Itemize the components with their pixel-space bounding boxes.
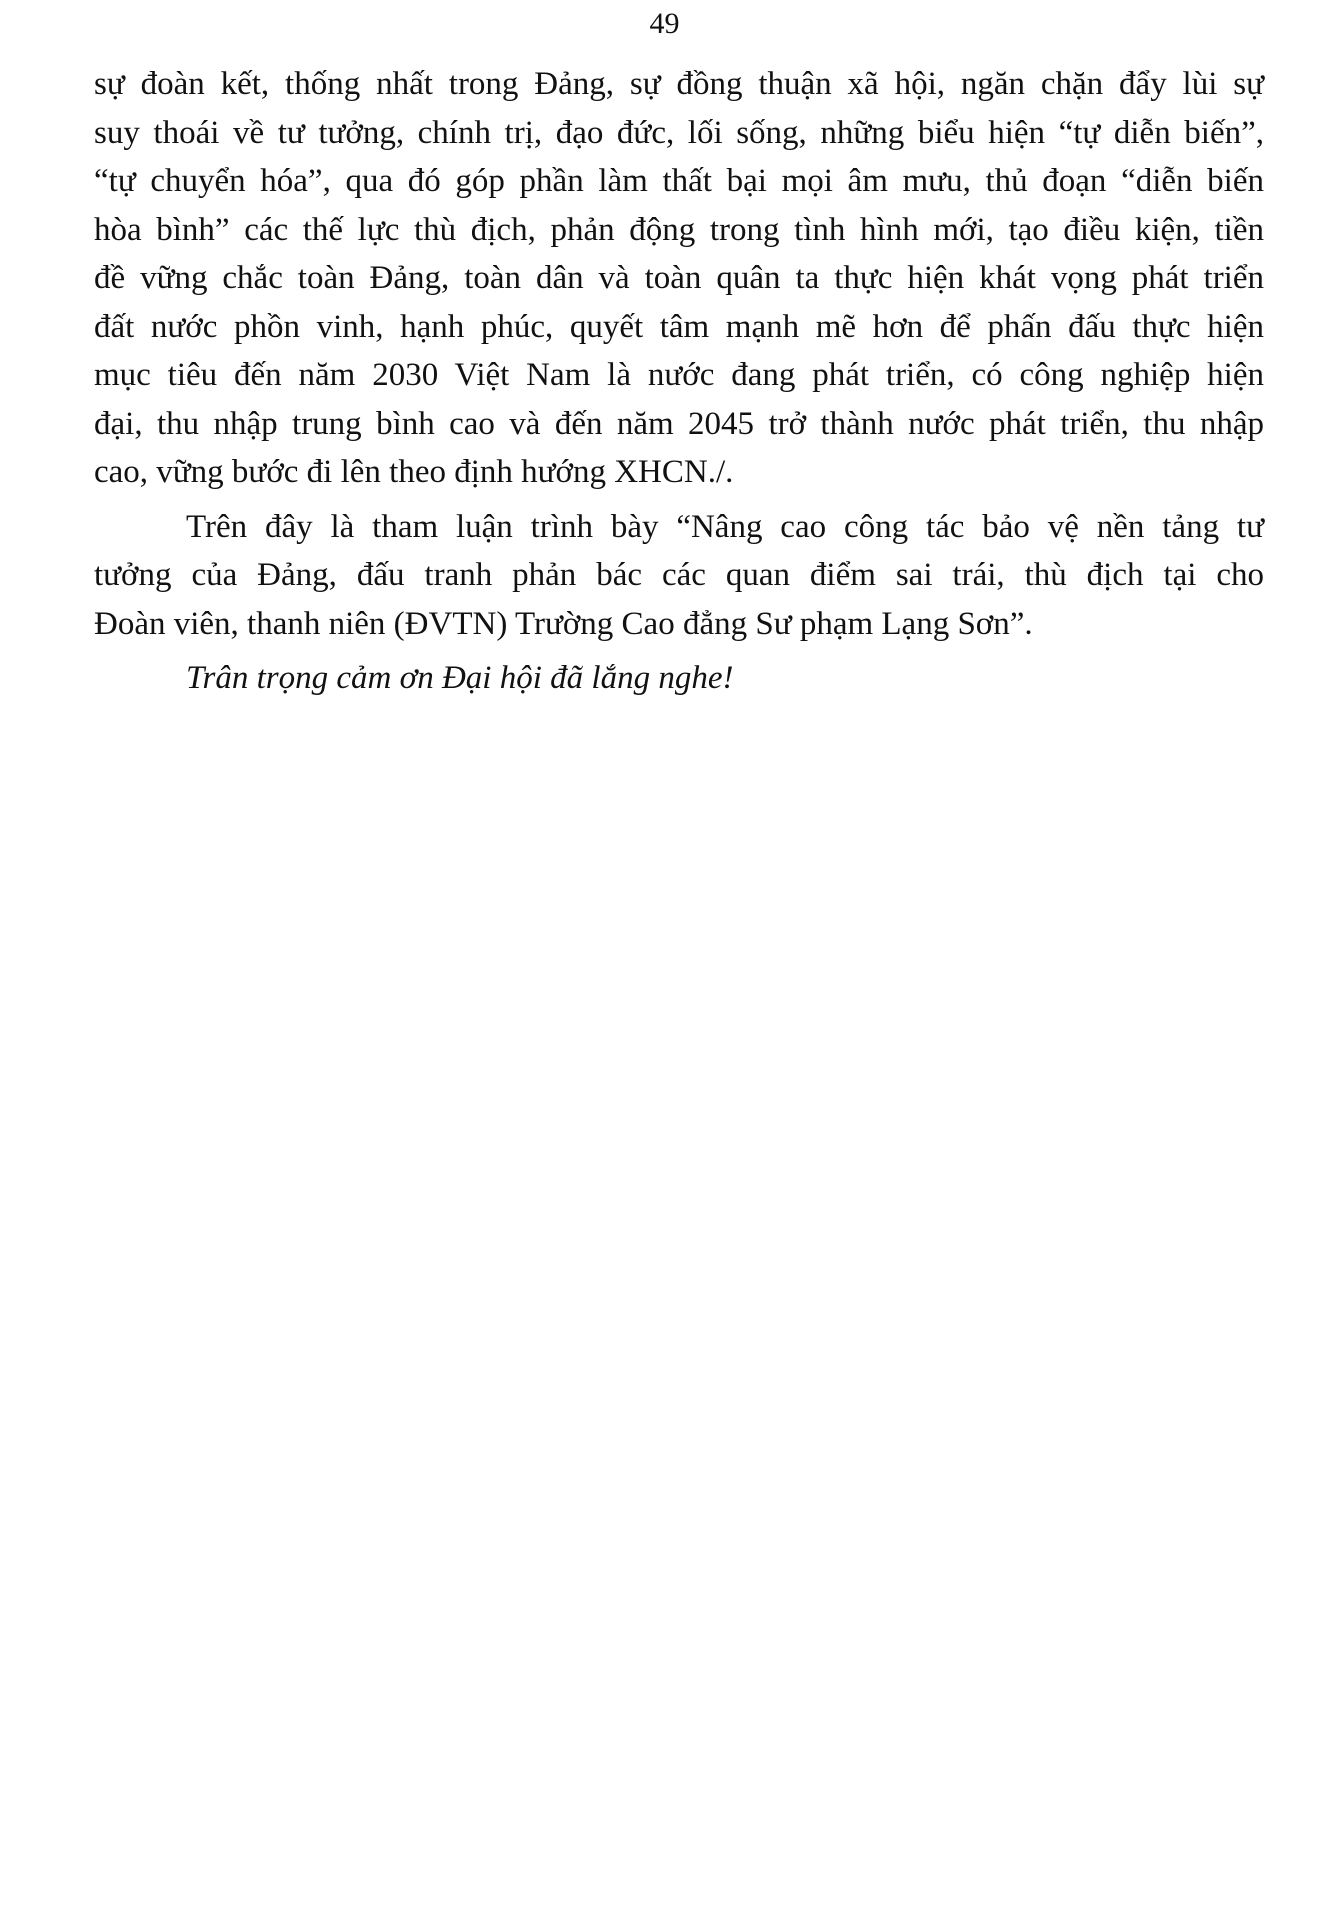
text-line: đại, thu nhập trung bình cao và đến năm 2045 trở thành nước phát triển, thu nhập <box>94 405 1264 442</box>
text-line: sự đoàn kết, thống nhất trong Đảng, sự đồng thuận xã hội, ngăn chặn đẩy lùi sự <box>94 66 1264 102</box>
text-line: đề vững chắc toàn Đảng, toàn dân và toàn quân ta thực hiện khát vọng phát triển <box>94 260 1264 296</box>
body-text <box>94 60 1264 703</box>
text-line: cao, vững bước đi lên theo định hướng XHCN./. <box>94 454 734 490</box>
text-line: tưởng của Đảng, đấu tranh phản bác các quan điểm sai trái, thù địch tại cho <box>94 557 1264 593</box>
text-line: mục tiêu đến năm 2030 Việt Nam là nước đang phát triển, có công nghiệp hiện <box>94 357 1264 393</box>
paragraph-summary <box>94 503 1264 649</box>
paragraph-conclusion <box>94 60 1264 497</box>
text-line: suy thoái về tư tưởng, chính trị, đạo đức, lối sống, những biểu hiện “tự diễn biến”, <box>94 114 1264 151</box>
closing-thanks: Trân trọng cảm ơn Đại hội đã lắng nghe! <box>186 660 734 696</box>
text-line: đất nước phồn vinh, hạnh phúc, quyết tâm mạnh mẽ hơn để phấn đấu thực hiện <box>94 308 1264 345</box>
text-line: Trên đây là tham luận trình bày “Nâng cao công tác bảo vệ nền tảng tư <box>186 508 1264 545</box>
text-line: Đoàn viên, thanh niên (ĐVTN) Trường Cao đẳng Sư phạm Lạng Sơn”. <box>94 605 1033 642</box>
text-line: “tự chuyển hóa”, qua đó góp phần làm thất bại mọi âm mưu, thủ đoạn “diễn biến <box>94 163 1264 199</box>
page-number: 49 <box>649 7 680 40</box>
text-line: hòa bình” các thế lực thù địch, phản động trong tình hình mới, tạo điều kiện, tiền <box>94 211 1264 248</box>
